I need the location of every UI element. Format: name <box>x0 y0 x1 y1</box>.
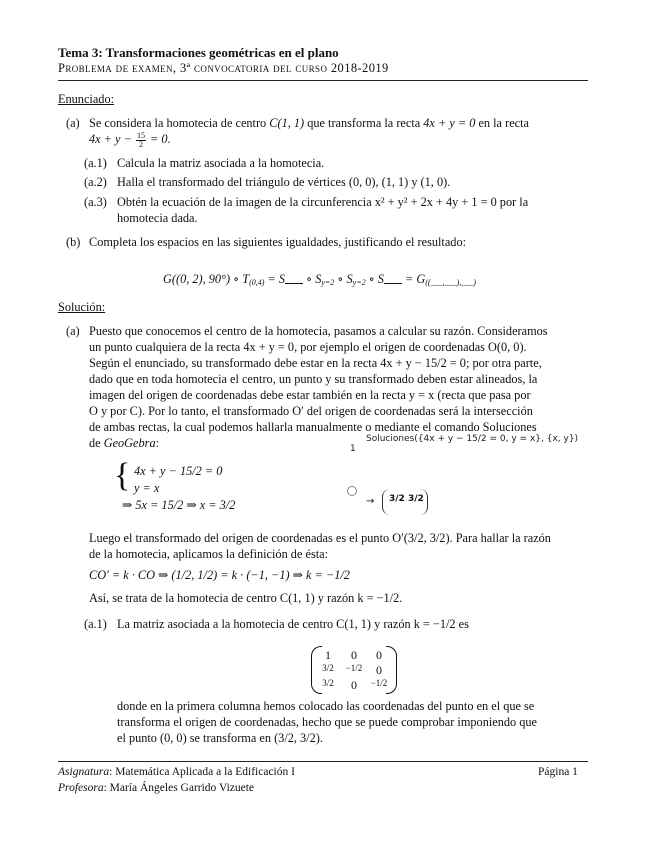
matrix-cell-2-2: −1/2 <box>370 678 388 688</box>
matrix-cell-2-0: 3/2 <box>322 678 334 688</box>
enunciado-a2-text: Halla el transformado del triángulo de vértices (0, 0), (1, 1) y (1, 0). <box>117 175 451 189</box>
ggb-radio-icon <box>347 486 357 496</box>
solucion-p1-line7: de GeoGebra: <box>89 436 160 450</box>
ggb-result-b: 3/2 <box>408 494 424 504</box>
matrix-cell-1-0: 3/2 <box>322 663 334 673</box>
solucion-a1-after-1: transforma el origen de coordenadas, hecho que se puede comprobar imponiendo que <box>117 715 537 729</box>
enunciado-b-formula: G((0, 2), 90°) ∘ T(0,4) = S ∘ Sy=2 ∘ Sy=2 ∘ S = G((___,___),___) <box>163 272 476 287</box>
system-brace: { <box>114 457 131 494</box>
matrix-cell-0-2: 0 <box>376 648 382 662</box>
matrix-cell-0-1: 0 <box>351 648 357 662</box>
enunciado-a1-label: (a.1) <box>84 156 107 170</box>
solucion-p2-conclusion: Así, se trata de la homotecia de centro C(1, 1) y razón k = −1/2. <box>89 591 403 605</box>
ggb-result-a: 3/2 <box>389 494 405 504</box>
solucion-p1-line5: O y por C). Por lo tanto, el transformado O′ del origen de coordenadas será la intersección <box>89 404 533 418</box>
enunciado-a3-text1: Obtén la ecuación de la imagen de la circunferencia x² + y² + 2x + 4y + 1 = 0 por la <box>117 195 529 209</box>
enunciado-b-label: (b) <box>66 235 81 249</box>
system-eq1: 4x + y − 15/2 = 0 <box>134 464 223 478</box>
enunciado-a-label: (a) <box>66 116 80 130</box>
footer-page: Página 1 <box>538 766 578 778</box>
matrix-cell-0-0: 1 <box>325 648 331 662</box>
solucion-a1-label: (a.1) <box>84 617 107 631</box>
system-eq2: y = x <box>134 481 160 495</box>
enunciado-heading: Enunciado: <box>58 92 115 106</box>
solucion-p2-line1: Luego el transformado del origen de coordenadas es el punto O′(3/2, 3/2). Para hallar la razón <box>89 531 551 545</box>
solucion-p1-line0: Puesto que conocemos el centro de la homotecia, pasamos a calcular su razón. Consideramos <box>89 324 548 338</box>
solucion-p2-vector: CO′ = k · CO ⇒ (1/2, 1/2) = k · (−1, −1) ⇒ k = −1/2 <box>89 568 350 582</box>
page-title: Tema 3: Transformaciones geométricas en el plano <box>58 45 339 60</box>
page-subtitle: Problema de examen, 3ª convocatoria del curso 2018-2019 <box>58 61 389 75</box>
footer-teacher: Profesora: María Ángeles Garrido Vizuete <box>58 782 255 794</box>
footer-rule <box>58 761 588 762</box>
solucion-p1-line6: de ambas rectas, la cual podemos hallarla manualmente o mediante el comando Soluciones <box>89 420 537 434</box>
enunciado-a1-text: Calcula la matriz asociada a la homotecia. <box>117 156 325 170</box>
enunciado-a3-text2: homotecia dada. <box>117 211 198 225</box>
solucion-p1-line4: imagen del origen de coordenadas debe estar también en la recta y = x (recta que pasa por <box>89 388 531 402</box>
solucion-p1-line3: dado que en toda homotecia el centro, un punto y su transformado deben estar alineados, la <box>89 372 538 386</box>
system-eq3: ⇒ 5x = 15/2 ⇒ x = 3/2 <box>122 498 236 512</box>
solucion-p1-line1: un punto cualquiera de la recta 4x + y = 0, por ejemplo el origen de coordenadas O(0, 0). <box>89 340 527 354</box>
solucion-a-label: (a) <box>66 324 80 338</box>
homothety-matrix <box>311 646 397 694</box>
solucion-p1-line2: Según el enunciado, su transformado debe estar en la recta 4x + y − 15/2 = 0; por otra parte, <box>89 356 542 370</box>
enunciado-b-text: Completa los espacios en las siguientes igualdades, justificando el resultado: <box>89 235 467 249</box>
enunciado-a3-label: (a.3) <box>84 195 107 209</box>
solucion-p2-line2: de la homotecia, aplicamos la definición de ésta: <box>89 547 329 561</box>
solucion-a1-after-2: el punto (0, 0) se transforma en (3/2, 3/2). <box>117 731 323 745</box>
ggb-index: 1 <box>350 444 356 454</box>
solucion-a1-after-0: donde en la primera columna hemos colocado las coordenadas del punto en el que se <box>117 699 535 713</box>
header-rule <box>58 80 588 81</box>
matrix-cell-1-1: −1/2 <box>345 663 363 673</box>
solucion-a1-text: La matriz asociada a la homotecia de centro C(1, 1) y razón k = −1/2 es <box>117 617 469 631</box>
footer-subject: Asignatura: Matemática Aplicada a la Edificación I <box>58 766 295 778</box>
solucion-heading: Solución: <box>58 300 106 314</box>
enunciado-a2-label: (a.2) <box>84 175 107 189</box>
ggb-command: Soluciones({4x + y − 15/2 = 0, y = x}, {x, y}) <box>366 434 579 444</box>
matrix-cell-2-1: 0 <box>351 678 357 692</box>
enunciado-a-line1: Se considera la homotecia de centro C(1, 1) que transforma la recta 4x + y = 0 en la recta <box>89 116 529 130</box>
matrix-cell-1-2: 0 <box>376 663 382 677</box>
ggb-result-arrow: → <box>366 496 375 507</box>
enunciado-a-line2: 4x + y − $\frac{15}{2}$ = 0. <box>89 130 171 149</box>
